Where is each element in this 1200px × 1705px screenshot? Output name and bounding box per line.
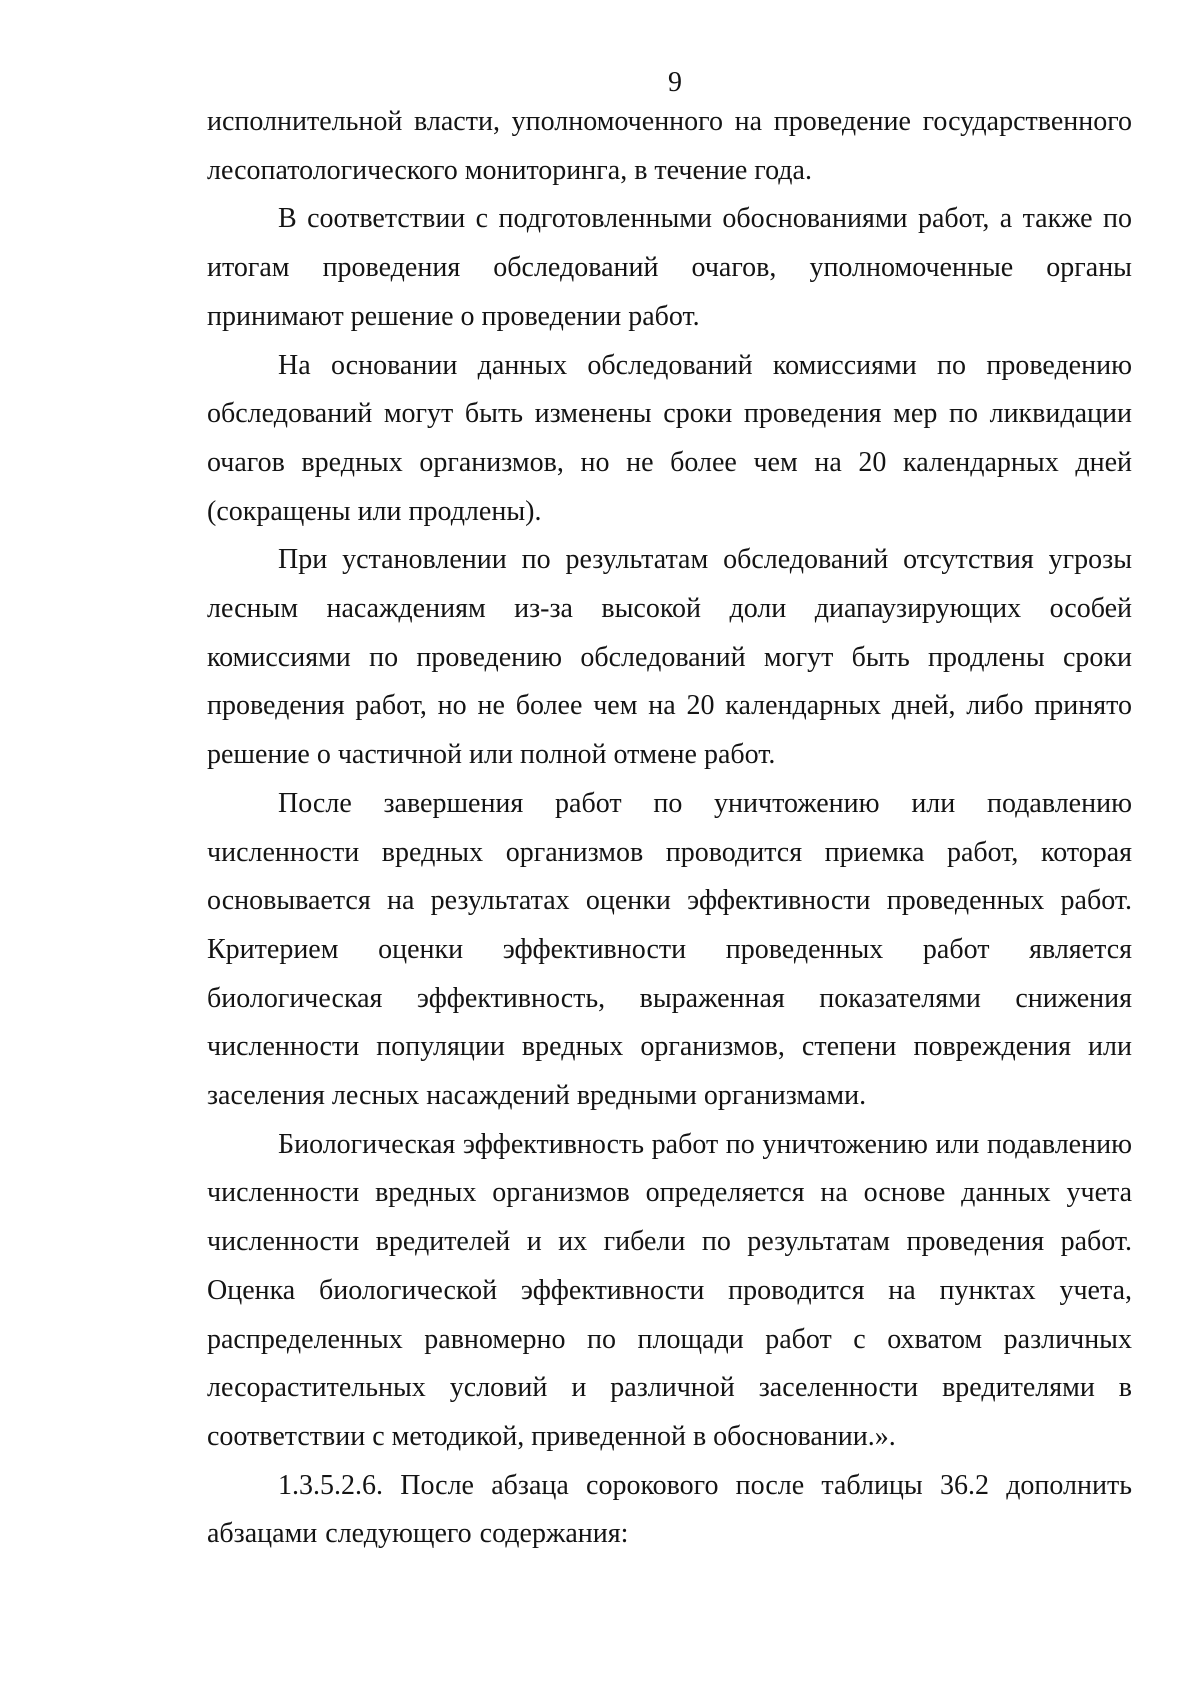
paragraph-biological-efficiency: Биологическая эффективность работ по уничтожению или подавлению численности вредных организмов определяется на основе данных учета численности вредителей и их гибели по результатам проведения работ. Оценка биологической эффективности проводится на пунктах учета, распределенных равномерно по площади работ с охватом различных лесорастительных условий и различной заселенности вредителями в соответствии с методикой, приведенной в обосновании.». bbox=[207, 1128, 1132, 1452]
paragraph-amendment-item: 1.3.5.2.6. После абзаца сорокового после таблицы 36.2 дополнить абзацами следующего содержания: bbox=[207, 1469, 1132, 1550]
page-number: 9 bbox=[668, 67, 682, 98]
document-body bbox=[207, 98, 1132, 1559]
paragraph-continuation: исполнительной власти, уполномоченного на проведение государственного лесопатологического мониторинга, в течение года. bbox=[207, 106, 1132, 186]
paragraph-deadline-change: На основании данных обследований комиссиями по проведению обследований могут быть изменены сроки проведения мер по ликвидации очагов вредных организмов, но не более чем на 20 календарных дней (сокращены или продлены). bbox=[207, 349, 1132, 527]
paragraph-acceptance: После завершения работ по уничтожению или подавлению численности вредных организмов проводится приемка работ, которая основывается на результатах оценки эффективности проведенных работ. Критерием оценки эффективности проведенных работ является биологическая эффективность, выраженная показателями снижения численности популяции вредных организмов, степени повреждения или заселения лесных насаждений вредными организмами. bbox=[207, 787, 1132, 1112]
paragraph-decision: В соответствии с подготовленными обоснованиями работ, а также по итогам проведения обследований очагов, уполномоченные органы принимают решение о проведении работ. bbox=[207, 203, 1132, 332]
paragraph-no-threat: При установлении по результатам обследований отсутствия угрозы лесным насаждениям из-за высокой доли диапаузирующих особей комиссиями по проведению обследований могут быть продлены сроки проведения работ, но не более чем на 20 календарных дней, либо принято решение о частичной или полной отмене работ. bbox=[207, 544, 1132, 771]
